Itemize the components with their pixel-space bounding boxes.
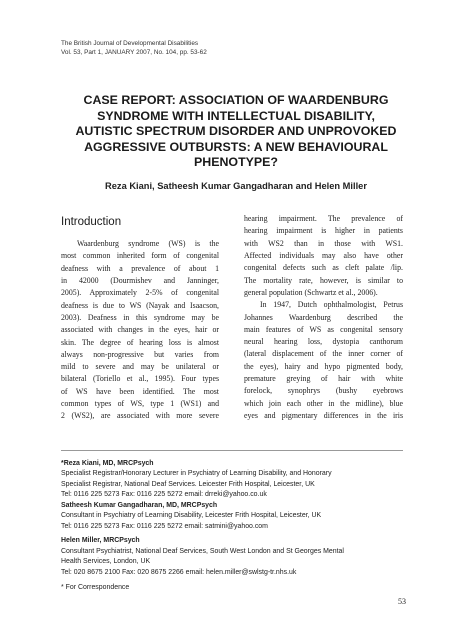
body-line: In 1947, Dutch ophthalmologist, Petrus [260,300,403,310]
correspondence-note: * For Correspondence [61,583,130,591]
body-line: 2005). Approximately 2-5% of congenital [61,288,219,298]
title-line: CASE REPORT: ASSOCIATION OF WAARDENBURG [83,93,389,107]
body-line: Waardenburg syndrome (WS) is the [77,239,219,248]
journal-issue: Vol. 53, Part 1, JANUARY 2007, No. 104, pp. 53-62 [61,48,207,56]
title-line: PHENOTYPE? [194,155,278,170]
body-line: most common inherited form of congenital [61,251,219,261]
body-line: neural hearing loss, dystopia canthorum [244,337,403,347]
body-line: always non-progressive but varies from [61,349,219,359]
body-column-right [244,213,403,422]
body-line: deafness is due to WS (Nayak and Isaacson, [61,300,219,310]
affiliation-line: Specialist Registrar, National Deaf Services. Leicester Frith Hospital, Leicester, UK [61,480,315,488]
body-line: mild to severe and may be unilateral or [61,362,219,372]
body-line: (lateral displacement of the inner corner of [244,349,403,359]
author-affiliation-name: Satheesh Kumar Gangadharan, MD, MRCPsych [61,501,218,509]
body-line: common types of WS, type 1 (WS1) and [61,399,219,409]
body-line: hearing impairment. The prevalence of [244,214,403,223]
affiliation-line: Health Services, London, UK [61,558,151,566]
body-line: The mortality rate, however, is similar to [244,275,403,285]
author-affiliation-name: Helen Miller, MRCPsych [61,537,140,545]
section-heading: Introduction [61,216,122,228]
body-line: in 42000 (Dourmishev and Janninger, [61,275,219,285]
title-line: SYNDROME WITH INTELLECTUAL DISABILITY, [97,108,375,123]
body-line: with WS2 than in those with WS1. [244,238,403,248]
body-line: eyes and pigmentary differences in the iris [244,411,403,420]
affiliation-line: Consultant in Psychiatry of Learning Disability, Leicester Frith Hospital, Leicester, UK [61,512,322,520]
author-list: Reza Kiani, Satheesh Kumar Gangadharan and Helen Miller [105,181,367,191]
footnote-divider [61,450,403,451]
body-line: congenital defects such as cleft palate /lip. [244,263,403,273]
title-line: AUTISTIC SPECTRUM DISORDER AND UNPROVOKED [75,124,397,139]
affiliation-line: Specialist Registrar/Honorary Lecturer in Psychiatry of Learning Disability, and Honorary [61,470,332,478]
article-title [56,93,416,171]
body-line: bilateral (Toriello et al., 1995). Four types [61,374,219,384]
body-line: 2003). Deafness in this syndrome may be [61,312,219,322]
title-line: AGGRESSIVE OUTBURSTS: A NEW BEHAVIOURAL [84,139,388,154]
body-line: general population (Schwartz et al., 2006). [244,287,378,297]
contact-line: Tel: 0116 225 5273 Fax: 0116 225 5272 email: satmini@yahoo.com [61,522,268,530]
journal-header [61,40,401,57]
author-footnotes [61,459,406,593]
body-line: main features of WS as congenital sensory [244,324,403,334]
body-line: which join each other in the midline), blue [244,398,403,408]
body-line: deafness with a prevalence of about 1 [61,263,219,273]
body-line: 2 (WS2), are associated with more severe [61,411,219,421]
page-number: 53 [398,597,406,606]
body-line: associated with changes in the eyes, hair or [61,325,219,335]
affiliation-line: Consultant Psychiatrist, National Deaf Services, South West London and St Georges Mental [61,547,344,555]
body-line: Johannes Waardenburg described the [244,312,403,322]
contact-line: Tel: 0116 225 5273 Fax: 0116 225 5272 email: drreki@yahoo.co.uk [61,491,267,499]
body-line: hearing impairment is higher in patients [244,226,403,236]
body-line: Affected individuals may also have other [244,250,403,260]
body-column-left [61,238,219,423]
body-line: the eyes), hairy and hypo pigmented body, [244,361,403,371]
body-line: of WS have been identified. The most [61,386,219,396]
contact-line: Tel: 020 8675 2100 Fax: 020 8675 2266 email: helen.miller@swlstg-tr.nhs.uk [61,568,297,576]
journal-name: The British Journal of Developmental Disabilities [61,40,199,47]
body-line: premature greying of hair with white [244,374,403,384]
body-line: forelock, synophrys (bushy eyebrows [244,386,403,396]
author-affiliation-name: *Reza Kiani, MD, MRCPsych [61,460,154,467]
body-line: skin. The degree of hearing loss is almost [61,337,219,347]
